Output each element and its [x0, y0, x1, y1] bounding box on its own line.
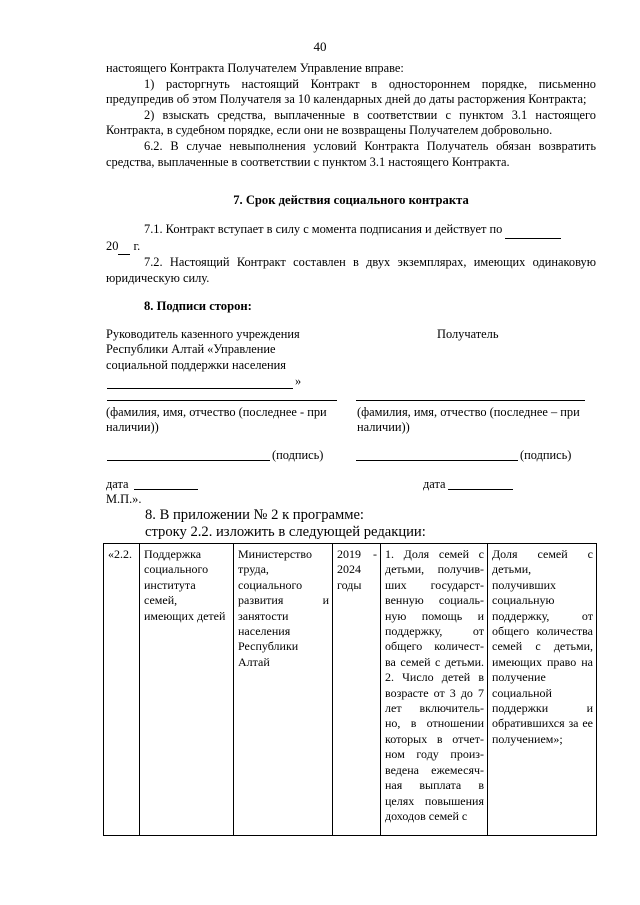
contract-clauses: [106, 61, 596, 170]
fio-caption-right: (фамилия, имя, отчество (последнее – при наличии)): [357, 405, 580, 435]
year-suffix: г.: [133, 238, 141, 253]
result-cell: Доля семей с детьми, получивших социальную поддержку, от общего количества семей с детьми, имеющих право на получение социальной поддержки и обратившихся за ее получением»;: [488, 544, 597, 836]
clause-7-2: 7.2. Настоящий Контракт составлен в двух экземплярах, имеющих одинаковую юридическую силу.: [106, 255, 596, 285]
clause-item-2: 2) взыскать средства, выплаченные в соответствии с пунктом 3.1 настоящего Контракта, в судебном порядке, если они не возвращены Получателем добровольно.: [106, 107, 596, 138]
row-number-cell: «2.2.: [104, 544, 140, 836]
left-party-block: [106, 327, 300, 373]
clause-item-1: 1) расторгнуть настоящий Контракт в одностороннем порядке, письменно предупредив об этом Получателя за 10 календарных дней до даты расторжения Контракта;: [106, 76, 596, 107]
left-party-line-2: Республики Алтай «Управление: [106, 342, 276, 357]
right-party-title: Получатель: [437, 327, 499, 341]
measure-name-cell: Поддержка социального института семей, имеющих детей: [140, 544, 234, 836]
year-prefix: 20: [106, 238, 119, 253]
clause-6-2: 6.2. В случае невыполнения условий Контракта Получатель обязан возвратить средства, выплаченные в соответствии с пунктом 3.1 настоящего Контракта.: [106, 138, 596, 169]
clause-7-1: [106, 222, 596, 255]
date-label-right: дата: [423, 477, 446, 491]
date-label-left: дата: [106, 477, 129, 491]
signature-line-left: [107, 460, 270, 461]
date-line-left: [134, 489, 198, 490]
section-7-title: 7. Срок действия социального контракта: [233, 193, 469, 207]
fio-line-left: [107, 400, 337, 401]
left-party-line-3: социальной поддержки населения: [106, 357, 286, 372]
amendment-line-1: 8. В приложении № 2 к программе:: [145, 507, 364, 523]
table-row: [104, 544, 597, 836]
fio-line-right: [356, 400, 585, 401]
signatures-title: 8. Подписи сторон:: [144, 299, 252, 313]
signature-caption-right: (подпись): [520, 448, 572, 462]
end-date-blank: [505, 222, 561, 239]
executor-cell: Министерство труда, социального развития и занятости населения Республики Алтай: [234, 544, 333, 836]
signature-line-right: [356, 460, 518, 461]
section-7-text: [106, 222, 596, 286]
page-number: 40: [313, 39, 327, 54]
indicators-cell: 1. Доля семей с детьми, получив-ших государст-венную социаль-ную помощь и поддержку, от общего количест-ва семей с детьми. 2. Число детей в возрасте от 3 до 7 лет включитель-но, в отношении которых в отчет-ном году произ-ведена ежемесяч-ная выплата в целях повышения доходов семей с: [381, 544, 488, 836]
closing-quote: »: [295, 374, 302, 388]
seal-mark: М.П.».: [106, 492, 142, 506]
clause-7-1-text: 7.1. Контракт вступает в силу с момента подписания и действует по: [144, 222, 503, 236]
agency-name-line: [107, 388, 293, 389]
left-party-line-1: Руководитель казенного учреждения: [106, 327, 300, 341]
signature-caption-left: (подпись): [272, 448, 324, 462]
clause-intro: настоящего Контракта Получателем Управление вправе:: [106, 61, 404, 75]
year-blank: [118, 239, 130, 256]
date-line-right: [448, 489, 513, 490]
program-table: [103, 543, 597, 836]
fio-caption-left: (фамилия, имя, отчество (последнее - при наличии)): [106, 405, 327, 435]
amendment-line-2: строку 2.2. изложить в следующей редакции:: [145, 524, 426, 540]
years-cell: 2019 - 2024 годы: [333, 544, 381, 836]
